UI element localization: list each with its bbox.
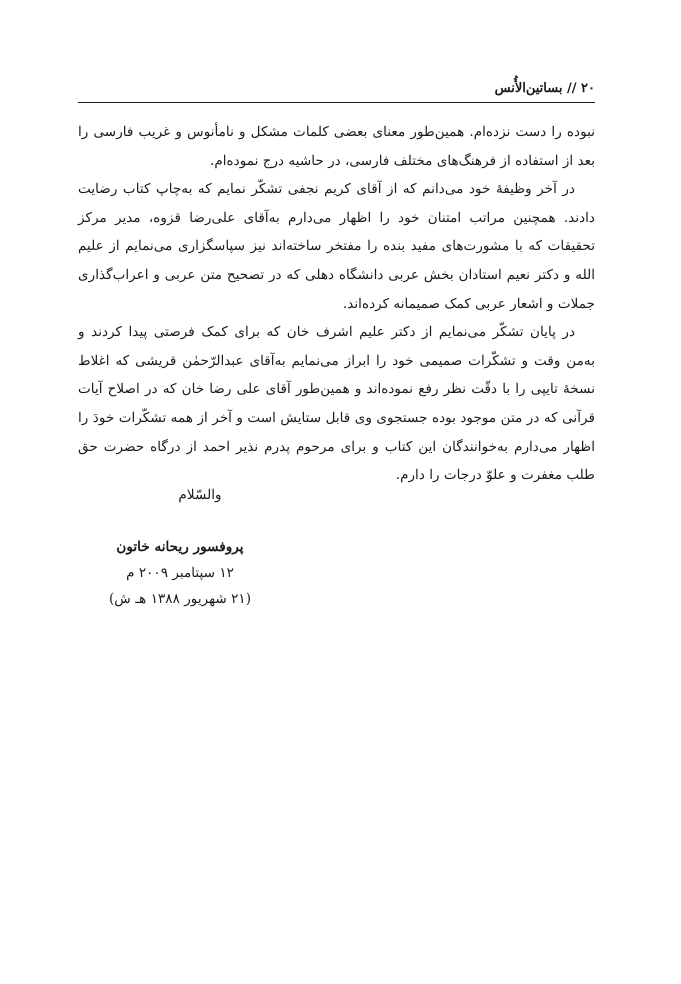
salutation: والسّلام [178, 487, 222, 503]
date-solar: (۲۱ شهریور ۱۳۸۸ هـ ش) [108, 591, 251, 607]
running-header: ۲۰ // بساتین‌الأُنس [494, 81, 595, 96]
paragraph: نبوده را دست نزده‌ام. همین‌طور معنای بعضی کلمات مشکل و نامأنوس و غریب فارسی را بعد از استفاده از فرهنگ‌های مختلف فارسی، در حاشیه درج نموده‌ام. [78, 124, 595, 169]
paragraph: در پایان تشکّر می‌نمایم از دکتر علیم اشرف خان که برای کمک فرصتی پیدا کردند و به‌من وقت و تشکّرات صمیمی خود را ابراز می‌نمایم به‌آقای عبدالرّحمٰن قریشی که اغلاط نسخهٔ تایپی را با دقّت نظر رفع نموده‌اند و همین‌طور آقای علی رضا خان که در اصلاح آیات قرآنی که در متن موجود بوده جستجوی وی قابل ستایش است و آخر از همه تشکّرات خودَ را اظهار می‌دارم به‌خوانندگان این کتاب و برای مرحوم پدرم نذیر احمد از درگاه حضرت حق طلب مغفرت و علوّ درجات را دارم. [78, 324, 595, 484]
header-divider [78, 102, 595, 103]
paragraph: در آخر وظیفهٔ خود می‌دانم که از آقای کریم نجفی تشکّر نمایم که به‌چاپ کتاب رضایت دادند. همچنین مراتب امتنان خود را اظهار می‌دارم به‌آقای علی‌رضا قزوه، مدیر مرکز تحقیقات که با مشورت‌های مفید بنده را مفتخر ساخته‌اند نیز سپاسگزاری می‌نمایم از علیم الله و دکتر نعیم استادان بخش عربی دانشگاه دهلی که در تصحیح متن عربی و اعراب‌گذاری جملات و اشعار عربی کمک صمیمانه کرده‌اند. [78, 181, 595, 312]
date-gregorian: ۱۲ سپتامبر ۲۰۰۹ م [126, 565, 234, 581]
body-text [78, 118, 595, 490]
author-name: پروفسور ریحانه خاتون [116, 539, 244, 555]
signature-block [90, 534, 270, 612]
